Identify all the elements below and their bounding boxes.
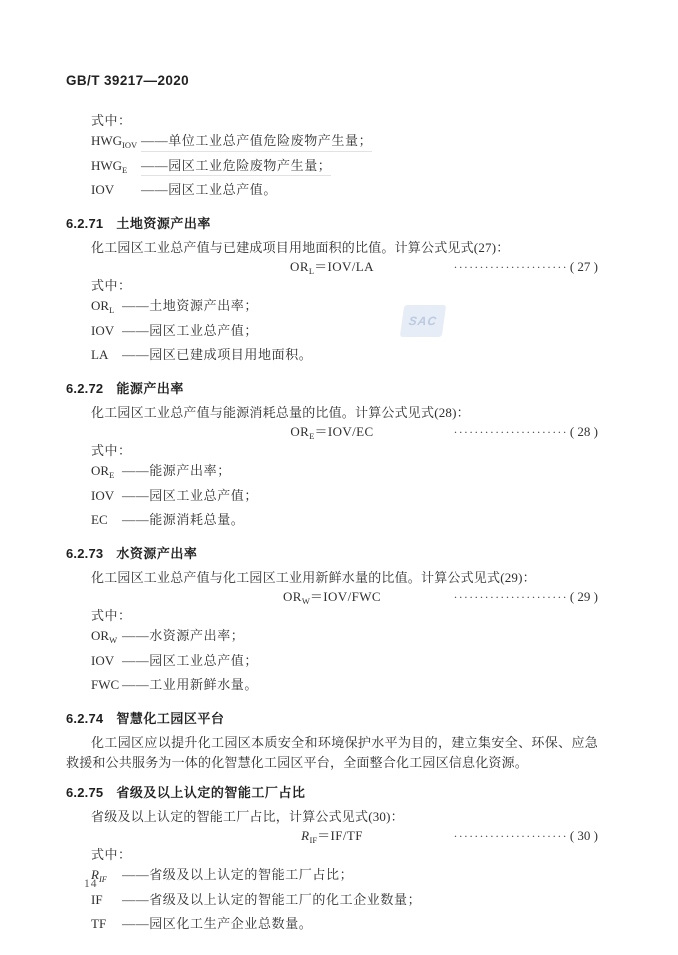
definition-row [66,296,598,321]
definition-list [66,865,598,939]
symbol-term [91,890,122,915]
symbol-term [91,156,141,181]
section-number: 6.2.71 [66,215,104,231]
symbol-subscript: E [122,164,128,175]
sac-watermark-logo: SAC [400,305,446,337]
equation-number [454,258,599,276]
section-paragraph: 化工园区应以提升化工园区本质安全和环境保护水平为目的，建立集安全、环保、应急救援和公共服务为一体的化智慧化工园区平台，全面整合化工园区信息化资源。 [66,734,598,770]
equation-label: ( 29 ) [569,589,598,604]
symbol-description: ——水资源产出率； [122,628,245,643]
symbol-description: ——土地资源产出率； [122,298,259,313]
section-6-2-71 [66,215,598,370]
symbol-term [91,461,122,486]
symbol: HWG [91,133,123,148]
where-label: 式中： [91,113,132,128]
formula-line [66,258,598,276]
formula-line [66,827,598,845]
section-number: 6.2.73 [66,545,104,561]
symbol: FWC [91,677,120,692]
symbol: IF [91,891,103,907]
dot-leader: ······················ [453,829,568,843]
definition-list [66,461,598,535]
symbol-description: ——工业用新鲜水量。 [122,677,259,692]
where-label: 式中： [91,608,132,623]
symbol: IOV [91,322,115,338]
symbol-description: ——单位工业总产值危险废物产生量； [141,131,372,152]
where-label: 式中： [91,278,132,293]
symbol-description: ——园区工业总产值； [122,652,259,668]
formula-subscript: W [301,596,310,606]
symbol: TF [91,916,107,931]
equation-label: ( 27 ) [569,259,598,274]
definition-row [66,156,598,181]
formula-line [66,423,598,441]
symbol: LA [91,347,109,362]
section-6-2-74 [66,710,598,774]
definition-row [66,651,598,676]
symbol-term [91,180,141,205]
section-paragraph: 省级及以上认定的智能工厂占比，计算公式见式(30)： [91,808,404,824]
symbol-term [91,626,122,651]
section-heading [66,545,598,562]
symbol-description: ——省级及以上认定的智能工厂的化工企业数量； [122,891,422,907]
lead-definition-block [66,111,598,205]
symbol-term [91,510,122,535]
definition-row [66,131,598,156]
section-number: 6.2.74 [66,710,104,726]
section-6-2-72 [66,380,598,535]
symbol-description: ——能源消耗总量。 [122,512,245,527]
definition-list [66,296,598,370]
formula-variable: OR [290,424,310,439]
symbol-term [91,131,141,156]
symbol-subscript: E [109,470,115,480]
formula-subscript: E [309,431,315,441]
definition-list [66,626,598,700]
formula-subscript: L [308,266,315,276]
section-number: 6.2.75 [66,784,104,800]
definition-row [66,486,598,511]
symbol: EC [91,512,108,527]
definition-row [66,510,598,535]
definition-row [66,675,598,700]
symbol-term [91,651,122,676]
definition-row [66,321,598,346]
section-paragraph: 化工园区工业总产值与已建成项目用地面积的比值。计算公式见式(27)： [91,239,510,255]
dot-leader: ······················ [453,590,568,604]
formula-subscript: IF [309,835,318,845]
symbol-subscript: IOV [122,140,138,150]
symbol-description: ——园区化工生产企业总数量。 [122,916,313,931]
symbol-term [91,345,122,370]
section-paragraph: 化工园区工业总产值与化工园区工业用新鲜水量的比值。计算公式见式(29)： [91,569,536,585]
section-title: 省级及以上认定的智能工厂占比 [116,784,306,800]
section-6-2-75 [66,784,598,939]
definition-row [66,626,598,651]
symbol-subscript: L [109,305,115,315]
symbol-description: ——园区工业总产值。 [141,182,278,197]
definition-row [66,914,598,939]
equation-label: ( 28 ) [569,424,598,439]
symbol: IOV [91,652,115,668]
symbol-term [91,486,122,511]
formula-variable: OR [283,589,302,604]
section-title: 智慧化工园区平台 [116,710,225,726]
symbol-description: ——园区工业危险废物产生量； [141,156,331,177]
definition-row [66,865,598,890]
symbol-description: ——园区工业总产值； [122,487,259,503]
symbol: IOV [91,182,115,197]
equation-number [454,827,599,845]
formula-line [66,588,598,606]
section-heading [66,784,598,801]
where-label: 式中： [91,443,132,458]
section-title: 能源产出率 [116,380,184,396]
equation-number [454,423,599,441]
definition-row [66,345,598,370]
symbol: IOV [91,487,115,503]
definition-list [66,131,598,205]
formula-variable: R [301,828,310,843]
section-title: 水资源产出率 [116,545,198,561]
section-title: 土地资源产出率 [116,215,211,231]
section-paragraph: 化工园区工业总产值与能源消耗总量的比值。计算公式见式(28)： [91,404,470,420]
formula-expression: ＝IOV/EC [314,424,374,439]
equation-number [454,588,599,606]
symbol-term [91,296,122,321]
dot-leader: ······················ [453,260,568,274]
standard-code-header: GB/T 39217—2020 [66,73,190,88]
definition-row [66,461,598,486]
formula-variable: OR [290,259,309,274]
symbol: OR [91,298,110,313]
symbol-term [91,675,122,700]
page-content [66,72,598,939]
symbol: HWG [91,157,123,173]
definition-row [66,180,598,205]
page-number: 14 [84,878,98,890]
symbol-term [91,914,122,939]
symbol-description: ——能源产出率； [122,463,231,478]
symbol-description: ——省级及以上认定的智能工厂占比； [122,867,354,882]
formula-expression: ＝IOV/LA [314,259,374,274]
section-heading [66,710,598,727]
equation-label: ( 30 ) [569,828,598,843]
definition-row [66,890,598,915]
symbol-description: ——园区已建成项目用地面积。 [122,347,313,362]
section-heading [66,215,598,232]
section-6-2-73 [66,545,598,700]
symbol-term [91,321,122,346]
section-heading [66,380,598,397]
symbol: R [91,867,99,882]
dot-leader: ······················ [453,425,568,439]
formula-expression: ＝IOV/FWC [309,589,381,604]
symbol-subscript: W [109,635,118,645]
symbol: OR [91,463,110,478]
where-label: 式中： [91,847,132,862]
formula-expression: ＝IF/TF [317,828,363,843]
symbol: OR [91,628,110,643]
symbol-description: ——园区工业总产值； [122,322,259,338]
symbol-subscript: IF [98,874,107,884]
section-number: 6.2.72 [66,380,104,396]
